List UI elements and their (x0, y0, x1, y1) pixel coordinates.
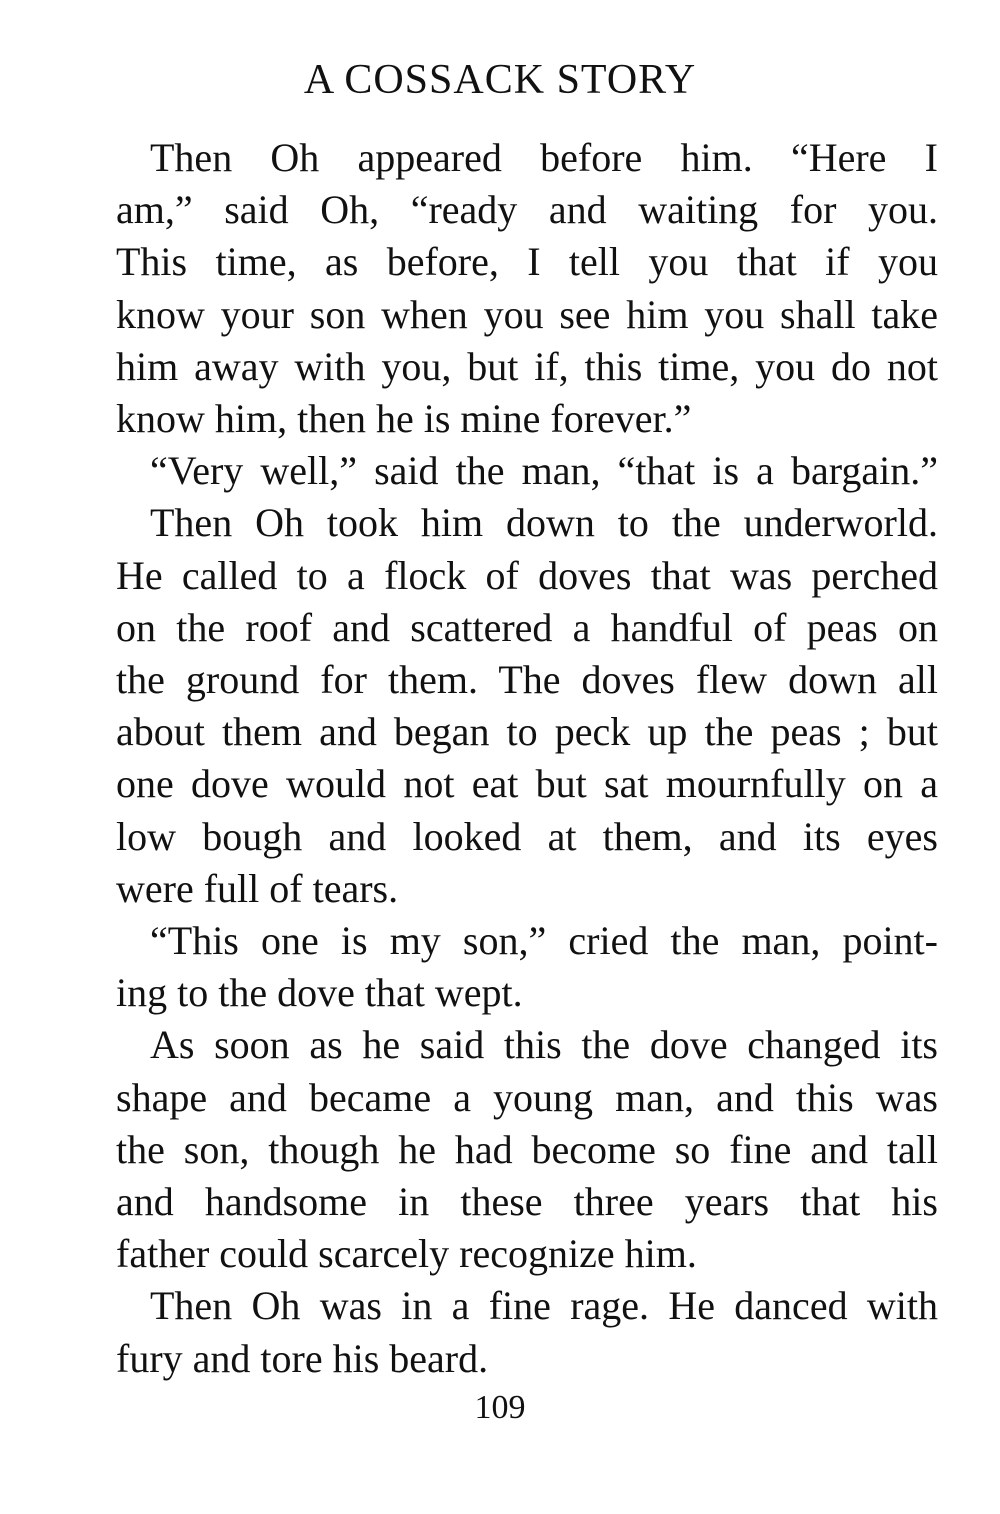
text-line: As soon as he said this the dove changed its (150, 1022, 938, 1068)
paragraph (116, 1280, 938, 1384)
text-line: know your son when you see him you shall take (116, 291, 938, 337)
page-number: 109 (474, 1389, 526, 1426)
paragraph (116, 497, 938, 915)
paragraph (116, 1019, 938, 1280)
text-line: “This one is my son,” cried the man, point- (150, 918, 938, 964)
text-line: Then Oh was in a fine rage. He danced with (150, 1283, 938, 1329)
text-line: father could scarcely recognize him. (116, 1231, 697, 1277)
text-line: ing to the dove that wept. (116, 970, 523, 1016)
text-line: were full of tears. (116, 865, 399, 911)
text-line: the son, though he had become so fine and tall (116, 1126, 938, 1172)
text-line: He called to a flock of doves that was perched (116, 552, 938, 598)
text-line: know him, then he is mine forever.” (116, 396, 692, 442)
body-text (116, 132, 938, 1385)
text-line: low bough and looked at them, and its eyes (116, 813, 938, 859)
text-line: him away with you, but if, this time, you do not (116, 343, 938, 389)
text-line: on the roof and scattered a handful of peas on (116, 604, 938, 650)
text-line: “Very well,” said the man, “that is a bargain.” (150, 448, 938, 494)
text-line: Then Oh appeared before him. “Here I (150, 135, 938, 180)
text-line: This time, as before, I tell you that if you (116, 239, 938, 285)
text-line: and handsome in these three years that his (116, 1179, 938, 1225)
text-line: one dove would not eat but sat mournfully on a (116, 761, 938, 807)
paragraph (116, 132, 938, 445)
running-head: A COSSACK STORY (303, 57, 697, 103)
text-line: shape and became a young man, and this was (116, 1074, 938, 1120)
text-line: am,” said Oh, “ready and waiting for you. (116, 187, 938, 233)
paragraph (116, 445, 938, 497)
text-line: Then Oh took him down to the underworld. (150, 500, 938, 546)
text-line: fury and tore his beard. (116, 1335, 489, 1381)
paragraph (116, 915, 938, 1019)
text-line: about them and began to peck up the peas ; but (116, 709, 938, 755)
text-line: the ground for them. The doves flew down all (116, 657, 938, 703)
